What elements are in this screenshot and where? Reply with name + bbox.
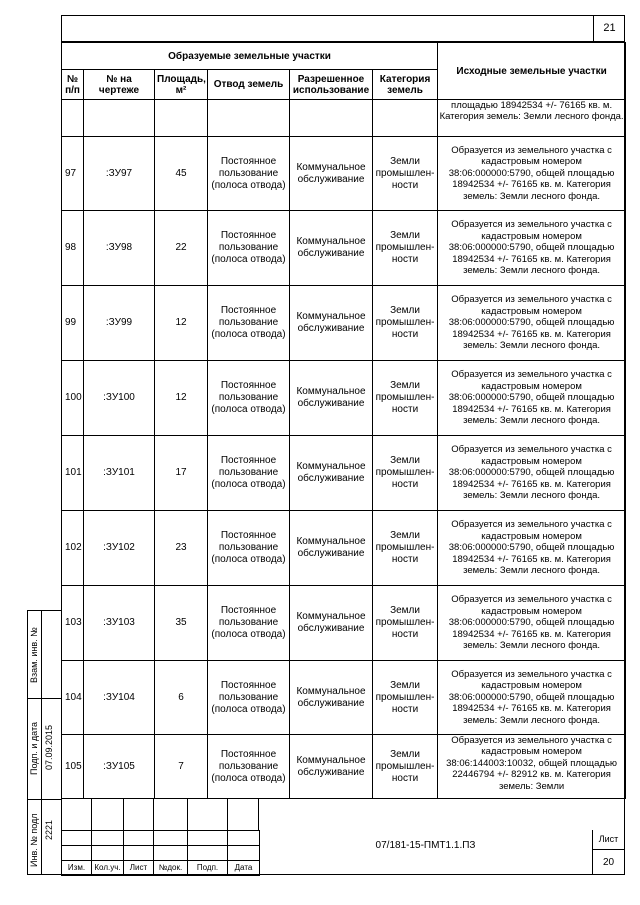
side-stamp-divider	[41, 610, 42, 875]
col-header-area: Площадь, м²	[155, 70, 208, 100]
land-category: Земли промышлен-ности	[373, 361, 438, 436]
plot-area: 17	[155, 436, 208, 511]
source-cell: Образуется из земельного участка с кадастровым номером 38:06:000000:5790, общей площадью 18942534 +/- 76165 кв. м. Категория земель: Земли лесного фонда.	[438, 586, 626, 661]
col-header-allotment: Отвод земель	[208, 70, 290, 100]
table-row	[62, 361, 626, 436]
top-page-number-box	[61, 15, 625, 42]
land-category: Земли промышлен-ности	[373, 211, 438, 286]
land-category: Земли промышлен-ности	[373, 137, 438, 211]
stamp-label-podp: Подп.	[188, 861, 228, 876]
col-header-number: № п/п	[62, 70, 84, 100]
col-header-use: Разрешенное использование	[290, 70, 373, 100]
plot-id: :ЗУ103	[84, 586, 155, 661]
source-plots-header: Исходные земельные участки	[438, 43, 626, 100]
land-category: Земли промышлен-ности	[373, 286, 438, 361]
permitted-use: Коммунальное обслуживание	[290, 661, 373, 735]
source-cell: площадью 18942534 +/- 76165 кв. м. Категория земель: Земли лесного фонда.	[438, 100, 626, 137]
permitted-use: Коммунальное обслуживание	[290, 211, 373, 286]
source-cell: Образуется из земельного участка с кадастровым номером 38:06:000000:5790, общей площадью 18942534 +/- 76165 кв. м. Категория земель: Земли лесного фонда.	[438, 361, 626, 436]
list-label: Лист	[598, 834, 619, 844]
permitted-use: Коммунальное обслуживание	[290, 361, 373, 436]
land-category: Земли промышлен-ности	[373, 436, 438, 511]
formed-plots-header: Образуемые земельные участки	[62, 43, 438, 70]
plot-id: :ЗУ104	[84, 661, 155, 735]
table-row-continuation	[62, 100, 626, 137]
allotment: Постоянное пользование (полоса отвода)	[208, 436, 290, 511]
permitted-use: Коммунальное обслуживание	[290, 137, 373, 211]
plot-area: 7	[155, 735, 208, 799]
table-row	[62, 661, 626, 735]
list-box-divider	[592, 849, 625, 850]
row-number: 99	[62, 286, 84, 361]
plot-area: 45	[155, 137, 208, 211]
table-row	[62, 436, 626, 511]
plot-area: 23	[155, 511, 208, 586]
stamp-label-kolych: Кол.уч.	[92, 861, 124, 876]
permitted-use: Коммунальное обслуживание	[290, 436, 373, 511]
plot-area: 6	[155, 661, 208, 735]
permitted-use: Коммунальное обслуживание	[290, 511, 373, 586]
allotment: Постоянное пользование (полоса отвода)	[208, 511, 290, 586]
table-row	[62, 586, 626, 661]
row-number: 105	[62, 735, 84, 799]
plot-area: 35	[155, 586, 208, 661]
plot-id: :ЗУ102	[84, 511, 155, 586]
side-stamp-hline	[27, 698, 61, 699]
vzam-label: Взам. инв. №	[29, 627, 39, 683]
land-category: Земли промышлен-ности	[373, 661, 438, 735]
inv-label: Инв. № подл	[29, 813, 39, 867]
land-category: Земли промышлен-ности	[373, 586, 438, 661]
row-number: 102	[62, 511, 84, 586]
stamp-label-list: Лист	[124, 861, 154, 876]
source-cell: Образуется из земельного участка с кадастровым номером 38:06:000000:5790, общей площадью 18942534 +/- 76165 кв. м. Категория земель: Земли лесного фонда.	[438, 661, 626, 735]
top-page-number: 21	[603, 22, 616, 34]
table-row	[62, 137, 626, 211]
allotment: Постоянное пользование (полоса отвода)	[208, 137, 290, 211]
source-cell: Образуется из земельного участка с кадастровым номером 38:06:000000:5790, общей площадью 18942534 +/- 76165 кв. м. Категория земель: Земли лесного фонда.	[438, 211, 626, 286]
land-plots-table	[61, 42, 626, 799]
permitted-use: Коммунальное обслуживание	[290, 586, 373, 661]
stamp-label-izm: Изм.	[62, 861, 92, 876]
row-number: 97	[62, 137, 84, 211]
allotment: Постоянное пользование (полоса отвода)	[208, 586, 290, 661]
land-category: Земли промышлен-ности	[373, 735, 438, 799]
col-header-plot: № на чертеже	[84, 70, 155, 100]
row-number: 101	[62, 436, 84, 511]
row-number: 104	[62, 661, 84, 735]
stamp-label-data: Дата	[228, 861, 260, 876]
podp-date: 07.09.2015	[44, 724, 54, 770]
allotment: Постоянное пользование (полоса отвода)	[208, 211, 290, 286]
allotment: Постоянное пользование (полоса отвода)	[208, 735, 290, 799]
plot-id: :ЗУ99	[84, 286, 155, 361]
table-row	[62, 511, 626, 586]
row-number: 98	[62, 211, 84, 286]
plot-id: :ЗУ105	[84, 735, 155, 799]
plot-id: :ЗУ98	[84, 211, 155, 286]
top-page-number-cell	[593, 15, 625, 42]
table-row	[62, 211, 626, 286]
allotment: Постоянное пользование (полоса отвода)	[208, 661, 290, 735]
plot-id: :ЗУ97	[84, 137, 155, 211]
permitted-use: Коммунальное обслуживание	[290, 286, 373, 361]
land-category: Земли промышлен-ности	[373, 511, 438, 586]
allotment: Постоянное пользование (полоса отвода)	[208, 361, 290, 436]
source-cell: Образуется из земельного участка с кадастровым номером 38:06:000000:5790, общей площадью 18942534 +/- 76165 кв. м. Категория земель: Земли лесного фонда.	[438, 511, 626, 586]
col-header-category: Категория земель	[373, 70, 438, 100]
source-cell: Образуется из земельного участка с кадастровым номером 38:06:144003:10032, общей площадью 22446794 +/- 82912 кв. м. Категория земель: Земли	[438, 735, 626, 799]
table-row	[62, 286, 626, 361]
row-number: 100	[62, 361, 84, 436]
revision-table-vline	[61, 799, 259, 830]
source-cell: Образуется из земельного участка с кадастровым номером 38:06:000000:5790, общей площадью 18942534 +/- 76165 кв. м. Категория земель: Земли лесного фонда.	[438, 137, 626, 211]
source-cell: Образуется из земельного участка с кадастровым номером 38:06:000000:5790, общей площадью 18942534 +/- 76165 кв. м. Категория земель: Земли лесного фонда.	[438, 436, 626, 511]
table-row	[62, 735, 626, 799]
plot-id: :ЗУ101	[84, 436, 155, 511]
plot-id: :ЗУ100	[84, 361, 155, 436]
permitted-use: Коммунальное обслуживание	[290, 735, 373, 799]
allotment: Постоянное пользование (полоса отвода)	[208, 286, 290, 361]
row-number: 103	[62, 586, 84, 661]
plot-area: 12	[155, 361, 208, 436]
doc-code: 07/181-15-ПМТ1.1.ПЗ	[375, 840, 476, 851]
inv-value: 2221	[44, 819, 54, 840]
plot-area: 12	[155, 286, 208, 361]
podp-label: Подп. и дата	[29, 721, 39, 775]
stamp-label-ndok: №док.	[154, 861, 188, 876]
side-stamp-hline	[27, 799, 61, 800]
source-cell: Образуется из земельного участка с кадастровым номером 38:06:000000:5790, общей площадью 18942534 +/- 76165 кв. м. Категория земель: Земли лесного фонда.	[438, 286, 626, 361]
revision-table	[61, 830, 260, 876]
list-number: 20	[602, 857, 615, 868]
plot-area: 22	[155, 211, 208, 286]
